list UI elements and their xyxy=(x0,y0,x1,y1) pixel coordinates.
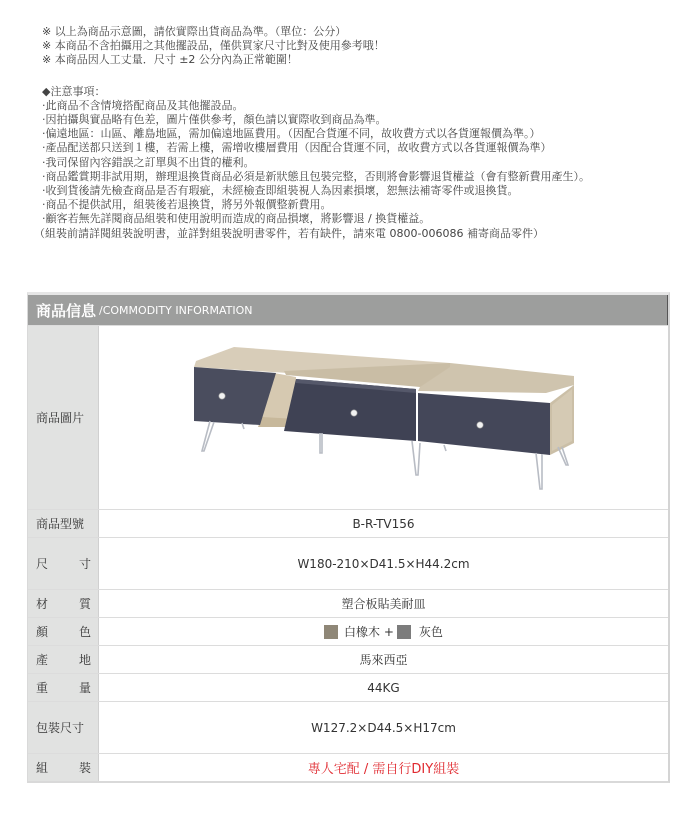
caution-title: ◆注意事項： xyxy=(42,84,106,98)
label-package: 包裝尺寸 xyxy=(28,702,99,753)
product-image xyxy=(99,326,668,509)
white-oak-swatch-icon xyxy=(324,625,338,639)
value-color xyxy=(99,618,668,645)
label-picture: 商品圖片 xyxy=(28,326,99,509)
value-weight: 44KG xyxy=(367,680,400,695)
label-origin: 產 地 xyxy=(28,646,99,673)
label-size: 尺 寸 xyxy=(28,538,99,589)
caution-item: ‧收到貨後請先檢查商品是否有瑕疵，未經檢查即組裝視人為因素損壞，恕無法補寄零件或退換貨。 xyxy=(42,184,519,198)
note-line: ※ 本商品因人工丈量．尺寸 ±2 公分內為正常範圍！ xyxy=(42,53,298,67)
value-material: 塑合板貼美耐皿 xyxy=(341,597,426,611)
note-line: ※ 本商品不含拍攝用之其他擺設品，僅供買家尺寸比對及使用參考哦！ xyxy=(42,39,385,53)
note-line: ※ 以上為商品示意圖，請依實際出貨商品為準。（單位：公分） xyxy=(42,25,347,38)
value-model: B-R-TV156 xyxy=(352,516,415,531)
row-origin xyxy=(28,645,668,673)
value-origin: 馬來西亞 xyxy=(359,653,408,667)
header-title-en: /COMMODITY INFORMATION xyxy=(99,303,253,317)
label-assembly: 組 裝 xyxy=(28,754,99,781)
caution-item: ‧產品配送都只送到１樓，若需上樓，需增收樓層費用（因配合貨運不同，故收費方式以各貨運報價為準） xyxy=(42,141,552,155)
color-name-1: 白橡木 + xyxy=(344,625,394,639)
caution-item: ‧此商品不含情境搭配商品及其他擺設品。 xyxy=(42,98,244,112)
row-package xyxy=(28,701,668,753)
value-size: W180-210×D41.5×H44.2cm xyxy=(297,556,470,571)
row-picture xyxy=(28,325,668,509)
label-color: 顏 色 xyxy=(28,618,99,645)
notes-section xyxy=(34,25,682,241)
commodity-info-header xyxy=(28,295,668,325)
caution-item: ‧顧客若無先詳閱商品組裝和使用說明而造成的商品損壞，將影響退 / 換貨權益。 xyxy=(42,212,431,226)
caution-item: ‧商品鑑賞期非試用期，辦理退換貨商品必須是新狀態且包裝完整，否則將會影響退貨權益（會有整新費用產生）。 xyxy=(42,169,590,183)
color-name-2: 灰色 xyxy=(418,625,443,639)
caution-item: ‧偏遠地區：山區、離島地區，需加偏遠地區費用。（因配合貨運不同，故收費方式以各貨運報價為準。） xyxy=(42,127,541,141)
row-color xyxy=(28,617,668,645)
caution-item: ‧我司保留內容錯誤之訂單與不出貨的權利。 xyxy=(42,155,255,169)
commodity-info-table xyxy=(27,292,670,783)
row-model xyxy=(28,509,668,537)
label-model: 商品型號 xyxy=(28,510,99,537)
header-title-zh: 商品信息 xyxy=(36,301,97,320)
row-material xyxy=(28,589,668,617)
row-assembly xyxy=(28,753,668,781)
tv-cabinet-image xyxy=(184,333,584,503)
value-package: W127.2×D44.5×H17cm xyxy=(311,720,456,735)
gray-swatch-icon xyxy=(397,625,411,639)
value-assembly: 專人宅配 / 需自行DIY組裝 xyxy=(307,762,460,777)
label-material: 材 質 xyxy=(28,590,99,617)
caution-item: ‧因拍攝與實品略有色差，圖片僅供參考，顏色請以實際收到商品為準。 xyxy=(42,113,387,127)
row-size xyxy=(28,537,668,589)
label-weight: 重 量 xyxy=(28,674,99,701)
caution-item: ‧商品不提供試用，組裝後若退換貨，將另外報價整新費用。 xyxy=(42,198,332,212)
assembly-note: （組裝前請詳閱組裝說明書，並詳對組裝說明書零件，若有缺件，請來電 0800-006086 補寄商品零件） xyxy=(34,226,544,240)
row-weight xyxy=(28,673,668,701)
